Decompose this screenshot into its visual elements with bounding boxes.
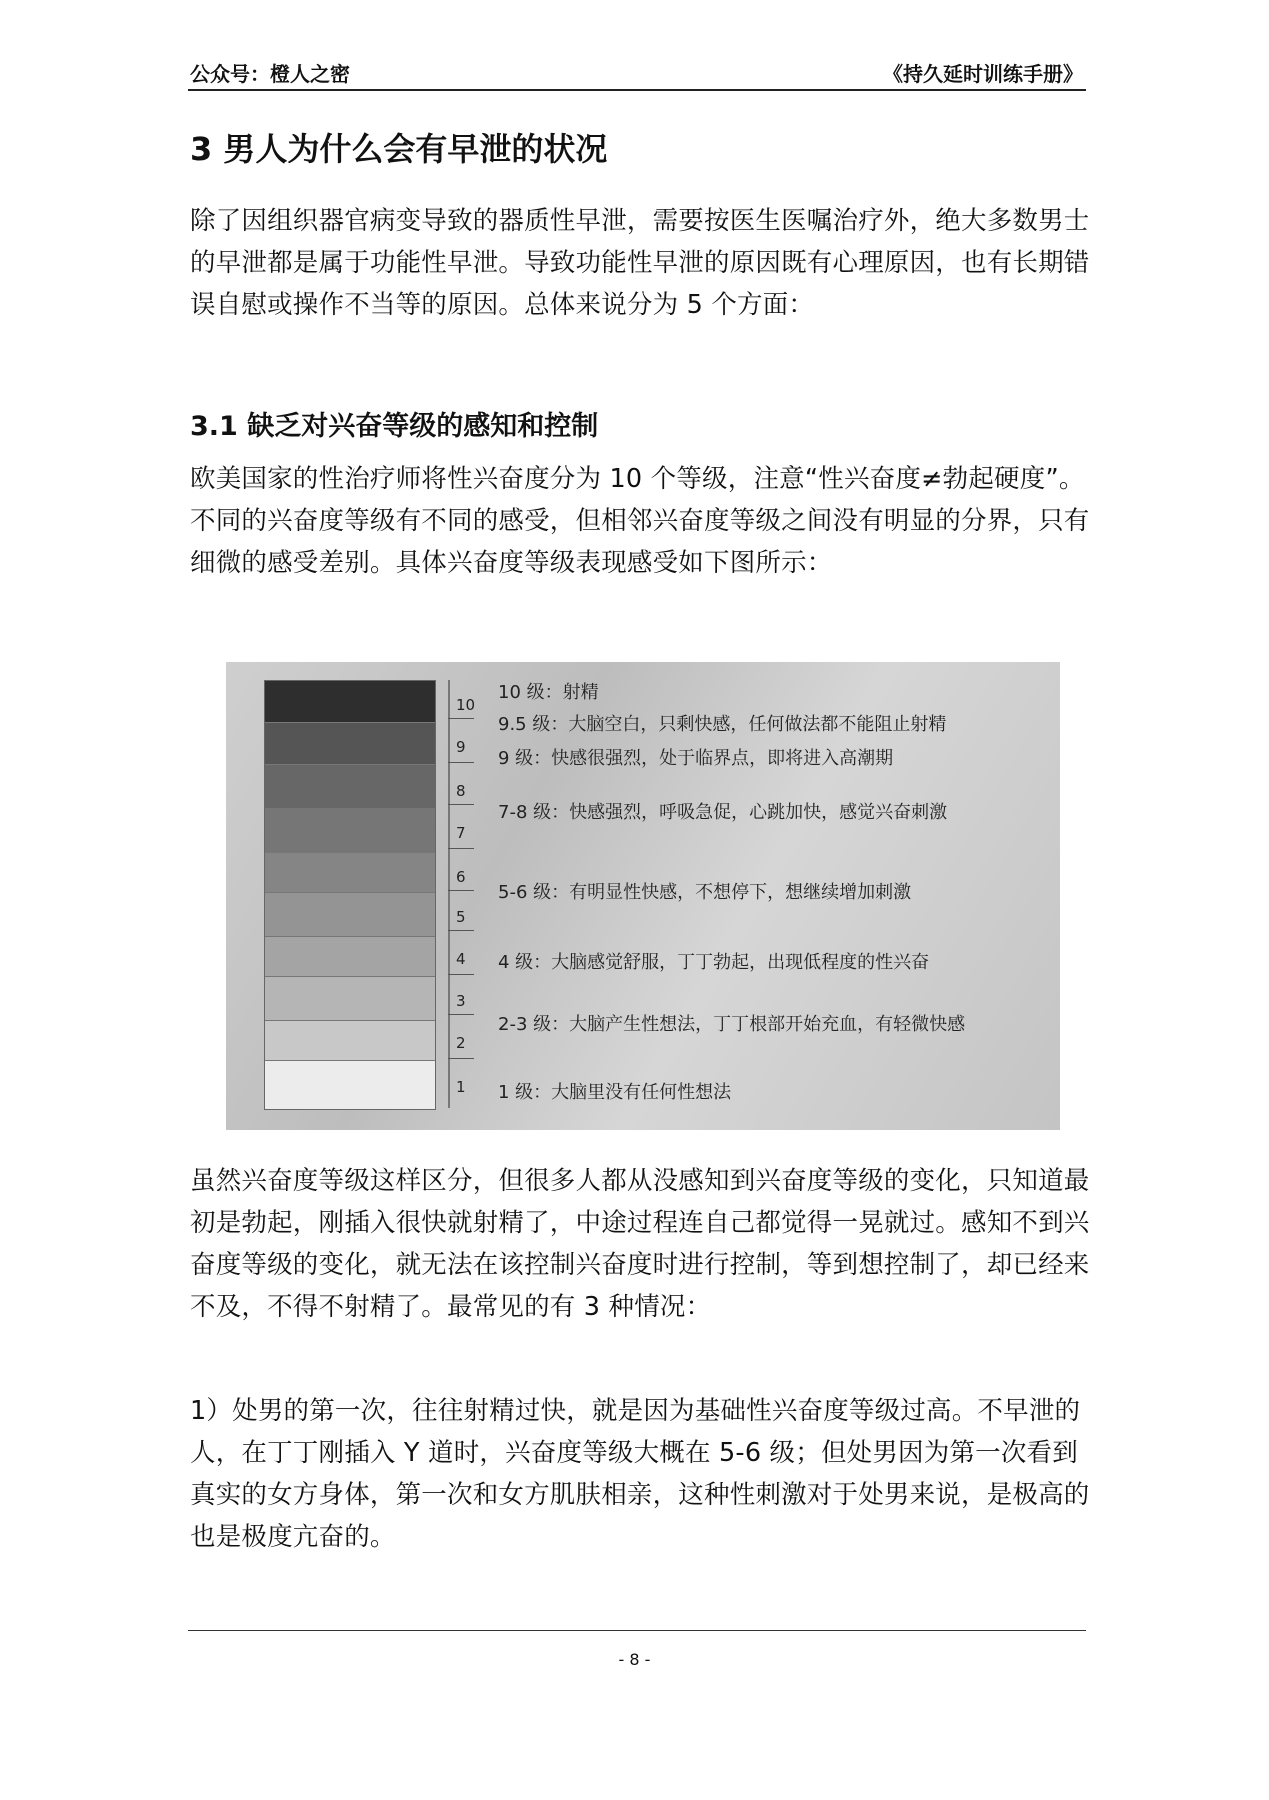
ruler-line — [448, 680, 450, 1108]
scale-band — [265, 809, 435, 853]
level-description: 7-8 级：快感强烈，呼吸急促，心跳加快，感觉兴奋刺激 — [498, 802, 948, 823]
scale-number: 5 — [456, 908, 466, 926]
scale-number: 8 — [456, 782, 466, 800]
scale-band — [265, 681, 435, 723]
scale-tick — [448, 930, 474, 931]
scale-band — [265, 1061, 435, 1109]
level-description: 9.5 级：大脑空白，只剩快感，任何做法都不能阻止射精 — [498, 714, 947, 735]
scale-number: 2 — [456, 1034, 466, 1052]
scale-band — [265, 853, 435, 893]
scale-tick — [448, 848, 474, 849]
scale-tick — [448, 1014, 474, 1015]
after-figure-paragraph: 虽然兴奋度等级这样区分，但很多人都从没感知到兴奋度等级的变化，只知道最初是勃起，刚插入很快就射精了，中途过程连自己都觉得一晃就过。感知不到兴奋度等级的变化，就无法在该控制兴奋度时进行控制，等到想控制了，却已经来不及，不得不射精了。最常见的有 3 种情况： — [190, 1166, 1090, 1322]
page-number: - 8 - — [618, 1650, 651, 1669]
level-description: 9 级：快感很强烈，处于临界点，即将进入高潮期 — [498, 748, 894, 769]
scale-band — [265, 893, 435, 937]
scale-tick — [448, 804, 474, 805]
header-divider — [188, 89, 1086, 91]
level-description: 4 级：大脑感觉舒服，丁丁勃起，出现低程度的性兴奋 — [498, 952, 930, 973]
scale-number: 4 — [456, 950, 466, 968]
section-title: 3 男人为什么会有早泄的状况 — [190, 130, 608, 168]
scale-band — [265, 1021, 435, 1061]
scale-band — [265, 937, 435, 977]
arousal-level-figure — [226, 662, 1060, 1130]
level-description: 5-6 级：有明显性快感，不想停下，想继续增加刺激 — [498, 882, 912, 903]
header-left-text: 公众号：橙人之密 — [190, 62, 350, 86]
level-description: 2-3 级：大脑产生性想法，丁丁根部开始充血，有轻微快感 — [498, 1014, 966, 1035]
scale-tick — [448, 974, 474, 975]
scale-number: 3 — [456, 992, 466, 1010]
scale-number: 1 — [456, 1078, 466, 1096]
levels-paragraph: 欧美国家的性治疗师将性兴奋度分为 10 个等级，注意“性兴奋度≠勃起硬度”。不同的兴奋度等级有不同的感受，但相邻兴奋度等级之间没有明显的分界，只有细微的感受差别。具体兴奋度等级表现感受如下图所示： — [190, 464, 1090, 578]
case-one-paragraph: 1）处男的第一次，往往射精过快，就是因为基础性兴奋度等级过高。不早泄的人，在丁丁刚插入 Y 道时，兴奋度等级大概在 5-6 级；但处男因为第一次看到真实的女方身体，第一次和女方肌肤相亲，这种性刺激对于处男来说，是极高的也是极度亢奋的。 — [190, 1396, 1090, 1552]
scale-tick — [448, 718, 474, 719]
scale-tick — [448, 1058, 474, 1059]
intro-paragraph: 除了因组织器官病变导致的器质性早泄，需要按医生医嘱治疗外，绝大多数男士的早泄都是属于功能性早泄。导致功能性早泄的原因既有心理原因，也有长期错误自慰或操作不当等的原因。总体来说分为 5 个方面： — [190, 206, 1090, 320]
level-description: 10 级：射精 — [498, 682, 599, 703]
scale-number: 9 — [456, 738, 466, 756]
scale-band — [265, 977, 435, 1021]
arousal-scale-bar — [264, 680, 436, 1110]
scale-band — [265, 723, 435, 765]
scale-band — [265, 765, 435, 809]
header-right-text: 《持久延时训练手册》 — [883, 62, 1083, 86]
scale-tick — [448, 762, 474, 763]
scale-number: 10 — [456, 696, 476, 714]
scale-number: 6 — [456, 868, 466, 886]
subsection-title: 3.1 缺乏对兴奋等级的感知和控制 — [190, 411, 599, 442]
scale-tick — [448, 890, 474, 891]
level-description: 1 级：大脑里没有任何性想法 — [498, 1082, 732, 1103]
footer-divider — [188, 1630, 1086, 1631]
scale-number: 7 — [456, 824, 466, 842]
